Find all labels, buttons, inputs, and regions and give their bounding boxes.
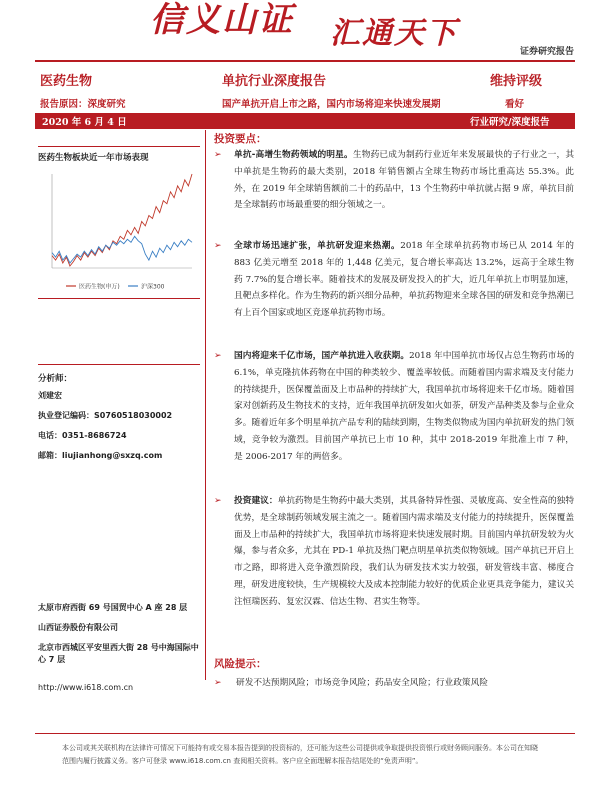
report-subtitle: 国产单抗开启上市之路，国内市场将迎来快速发展期	[222, 99, 441, 110]
analyst-email[interactable]: 邮箱：liujianhong@sxzq.com	[38, 451, 163, 460]
report-date: 2020 年 6 月 4 日	[42, 117, 127, 128]
bullet-arrow-icon: ➢	[214, 351, 222, 361]
legend-label-1: 沪深300	[141, 283, 165, 291]
market-performance-chart	[38, 166, 200, 296]
header-divider	[35, 60, 575, 62]
point-1: 单抗-高增生物药领域的明星。生物药已成为制药行业近年来发展最快的子行业之一，其中单抗是生物药的最大类别，2018 年销售额占全球生物药市场比重高达 55.3%。此外，在 2019 年全球销售额前二十的药品中，13 个生物药中单抗就占据 9 席，单抗目前是全球制药市场最重要的细分领域之一。	[234, 150, 575, 211]
point-4: 投资建议：单抗药物是生物药中最大类别，其具备特异性强、灵敏度高、安全性高的独特优势，是全球制药领域发展主流之一。随着国内需求端及支付能力的持续提升，医保覆盖面及上市品种的持续扩大，我国单抗市场将迎来快速发展时期。目前国内单抗研发较为火爆，参与者众多，尤其在 PD-1 单抗及热门靶点明星单抗类似物领域。国产单抗已开启上市之路，即将进入竞争激烈阶段，我们认为研发技术实力较强，研发管线丰富、梯度合理，研发进度较快，生产规模较大及成本控制能力较好的优质企业更具竞争能力，建议关注恒瑞医药、复宏汉霖、信达生物、君实生物等。	[234, 496, 574, 607]
column-divider	[205, 130, 206, 680]
bullet-arrow-icon: ➢	[214, 496, 222, 506]
address-beijing: 北京市西城区平安里西大街 28 号中海国际中心 7 层	[38, 643, 199, 664]
bullet-arrow-icon: ➢	[214, 241, 222, 251]
analyst-phone: 电话：0351-8686724	[38, 431, 127, 440]
chart-top-divider	[38, 146, 200, 147]
rating: 维持评级	[490, 74, 543, 89]
brand-subtitle: 证券研究报告	[520, 47, 575, 57]
footer-divider	[35, 733, 575, 734]
bullet-arrow-icon: ➢	[214, 150, 222, 160]
chart-bottom-divider	[38, 298, 200, 299]
point-2: 全球市场迅速扩张，单抗研发迎来热潮。2018 年全球单抗药物市场已从 2014 年的 883 亿美元增至 2018 年的 1,448 亿美元，复合增长率高达 13.2%，远高于全球生物药 7.7%的复合增长率。随着技术的发展及研发投入的扩大，近几年单抗上市明显加速，且靶点多样化。作为生物药的新兴细分品种，单抗药物迎来全球各国的研发和竞争热潮已有上百个国家或地区竞逐单抗药物市场。	[234, 241, 574, 319]
report-reason: 报告原因：深度研究	[40, 99, 126, 110]
disclaimer: 本公司或其关联机构在法律许可情况下可能持有或交易本报告提到的投资标的，还可能为这些公司提供或争取提供投资银行或财务顾问服务。本公司在知晓范围内履行披露义务。客户可登录 www.i618.com.cn 查阅相关资料。客户应全面理解本报告结尾处的“免责声明”。	[62, 744, 538, 765]
chart-title: 医药生物板块近一年市场表现	[38, 153, 149, 163]
bullet-arrow-icon: ➢	[214, 678, 222, 688]
analyst-name: 刘建宏	[38, 391, 62, 400]
header-banner	[0, 0, 600, 62]
brand-slogan-right: 汇通天下	[330, 16, 458, 51]
point-3: 国内将迎来千亿市场，国产单抗进入收获期。2018 年中国单抗市场仅占总生物药市场的 6.1%，单克隆抗体药物在中国的种类较少、覆盖率较低。而随着国内需求端及支付能力的持续提升，医保覆盖面及上市品种的持续扩大，我国单抗市场将迎来千亿市场。随着国家对创新药及生物技术的支持，近年我国单抗研发如火如荼，研发产品种类及参与企业众多。随着近年多个明星单抗产品专利的陆续到期，生物类似物成为国内单抗研发的热门领域，竞争较为激烈。目前国产单抗已上市 10 种，其中 2018-2019 年批准上市 7 种，是 2006-2017 年的两倍多。	[234, 351, 575, 462]
brand-slogan-left: 信义山证	[150, 0, 294, 40]
analyst-divider	[38, 364, 200, 365]
address-taiyuan: 太原市府西街 69 号国贸中心 A 座 28 层	[38, 603, 188, 612]
report-type: 单抗行业深度报告	[222, 74, 327, 89]
sector-title: 医药生物	[40, 74, 93, 89]
analyst-header: 分析师：	[38, 374, 73, 384]
risk-title: 风险提示：	[214, 658, 267, 670]
legend-label-0: 医药生物(申万)	[79, 283, 120, 291]
sub-rating: 看好	[505, 99, 525, 110]
investment-points-title: 投资要点：	[214, 133, 267, 145]
series-line-0	[52, 174, 192, 266]
website-link[interactable]: http://www.i618.com.cn	[38, 683, 134, 692]
company-name: 山西证券股份有限公司	[38, 623, 118, 632]
analyst-license: 执业登记编码：S0760518030002	[38, 411, 173, 420]
risk-text: 研发不达预期风险；市场竞争风险；药品安全风险；行业政策风险	[236, 678, 488, 688]
series-line-1	[52, 236, 192, 263]
report-category: 行业研究/深度报告	[470, 117, 550, 128]
